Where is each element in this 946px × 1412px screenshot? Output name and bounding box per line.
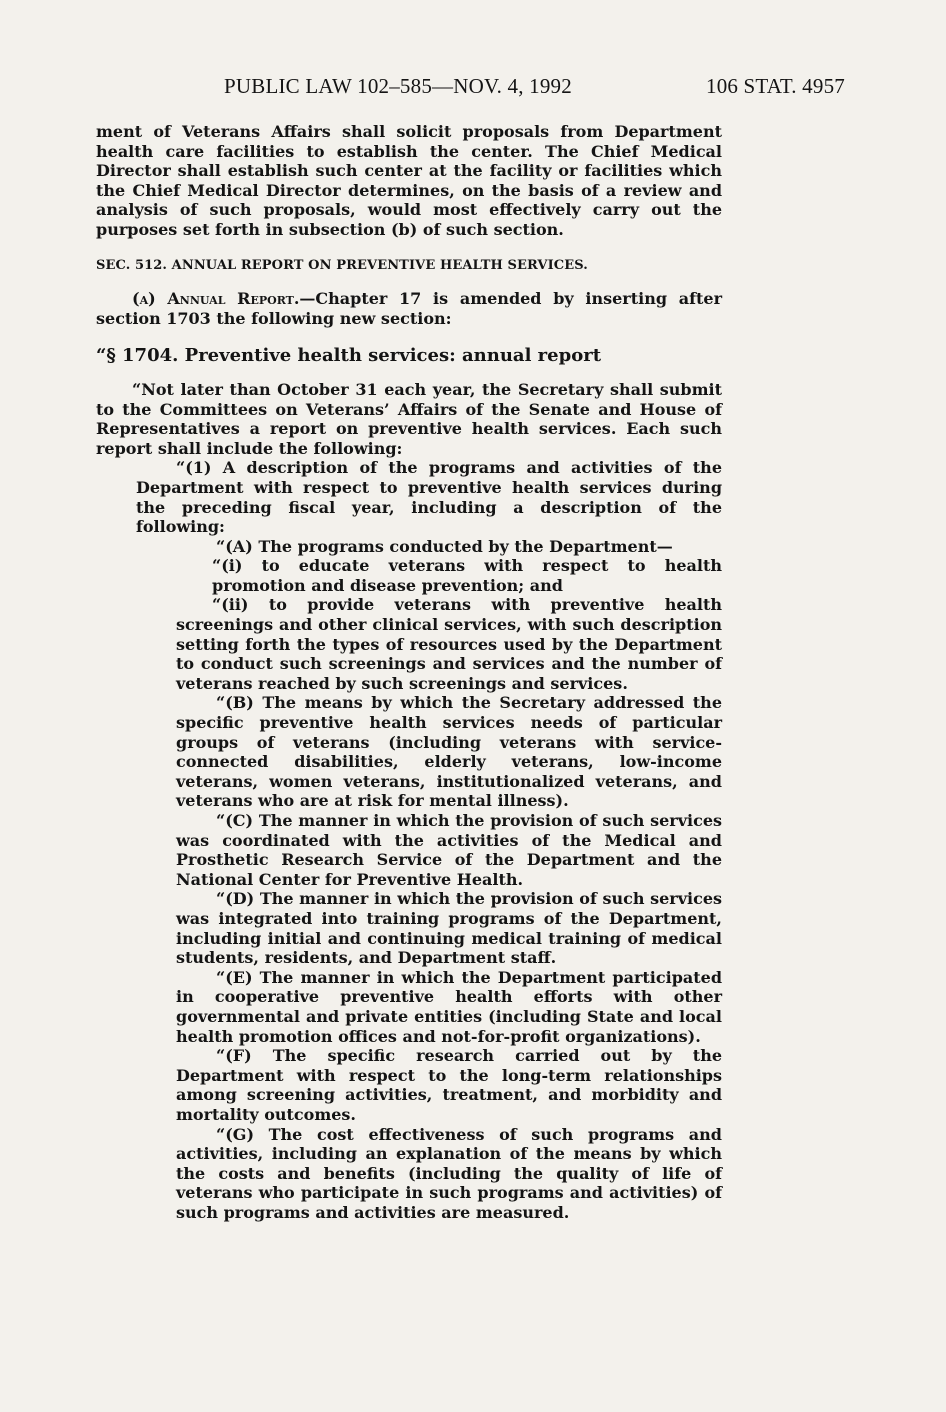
header-title: PUBLIC LAW 102–585—NOV. 4, 1992 [224, 74, 572, 98]
paragraph-clause-G: “(G) The cost effectiveness of such programs and activities, including an explanation of the means by which the costs and benefits (including the quality of life of veterans who participate in such programs and activities) of such programs and activities are measured. [176, 1124, 722, 1222]
paragraph-clause-B: “(B) The means by which the Secretary addressed the specific preventive health services needs of particular groups of veterans (including veterans with service-connected disabilities, elderly veterans, low-income veterans, women veterans, institutionalized veterans, and veterans who are at risk for mental illness). [176, 693, 722, 811]
subsection-a-text: —Chapter 17 is amended by inserting after section 1703 the following new section: [96, 289, 722, 328]
paragraph-clause-F: “(F) The specific research carried out by the Department with respect to the long-term relationships among screening activities, treatment, and morbidity and mortality outcomes. [176, 1046, 722, 1124]
section-heading: SEC. 512. ANNUAL REPORT ON PREVENTIVE HEALTH SERVICES. [96, 257, 588, 273]
paragraph-clause-1: “(1) A description of the programs and activities of the Department with respect to preventive health services during the preceding fiscal year, including a description of the following: [136, 458, 722, 537]
header-stat-page: 106 STAT. 4957 [706, 74, 845, 98]
paragraph-subsection-a [96, 289, 722, 328]
paragraph-clause-i: “(i) to educate veterans with respect to health promotion and disease prevention; and [212, 556, 722, 595]
paragraph-not-later: “Not later than October 31 each year, the Secretary shall submit to the Committees on Veterans’ Affairs of the Senate and House of Representatives a report on preventive health services. Each such report shall include the following: [96, 379, 722, 458]
paragraph-clause-D: “(D) The manner in which the provision of such services was integrated into training programs of the Department, including initial and continuing medical training of medical students, residents, and Department staff. [176, 889, 722, 968]
page-header [0, 74, 946, 104]
paragraph-clause-C: “(C) The manner in which the provision of such services was coordinated with the activities of the Medical and Prosthetic Research Service of the Department and the National Center for Preventive Health. [176, 811, 722, 889]
paragraph-clause-ii: “(ii) to provide veterans with preventive health screenings and other clinical services, with such description setting forth the types of resources used by the Department to conduct such screenings and services and the number of veterans reached by such screenings and services. [176, 595, 722, 693]
subsection-a-label: (a) Annual Report. [132, 289, 300, 309]
paragraph-clause-E: “(E) The manner in which the Department participated in cooperative preventive health efforts with other governmental and private entities (including State and local health promotion offices and not-for-profit organizations). [176, 967, 722, 1046]
paragraph-clause-A: “(A) The programs conducted by the Department— [216, 536, 673, 556]
document-body [96, 122, 722, 1222]
paragraph-intro: ment of Veterans Affairs shall solicit proposals from Department health care facilities to establish the center. The Chief Medical Director shall establish such center at the facility or facilities which the Chief Medical Director determines, on the basis of a review and analysis of such proposals, would most effectively carry out the purposes set forth in subsection (b) of such section. [96, 122, 722, 239]
section-title: “§ 1704. Preventive health services: annual report [96, 345, 602, 367]
